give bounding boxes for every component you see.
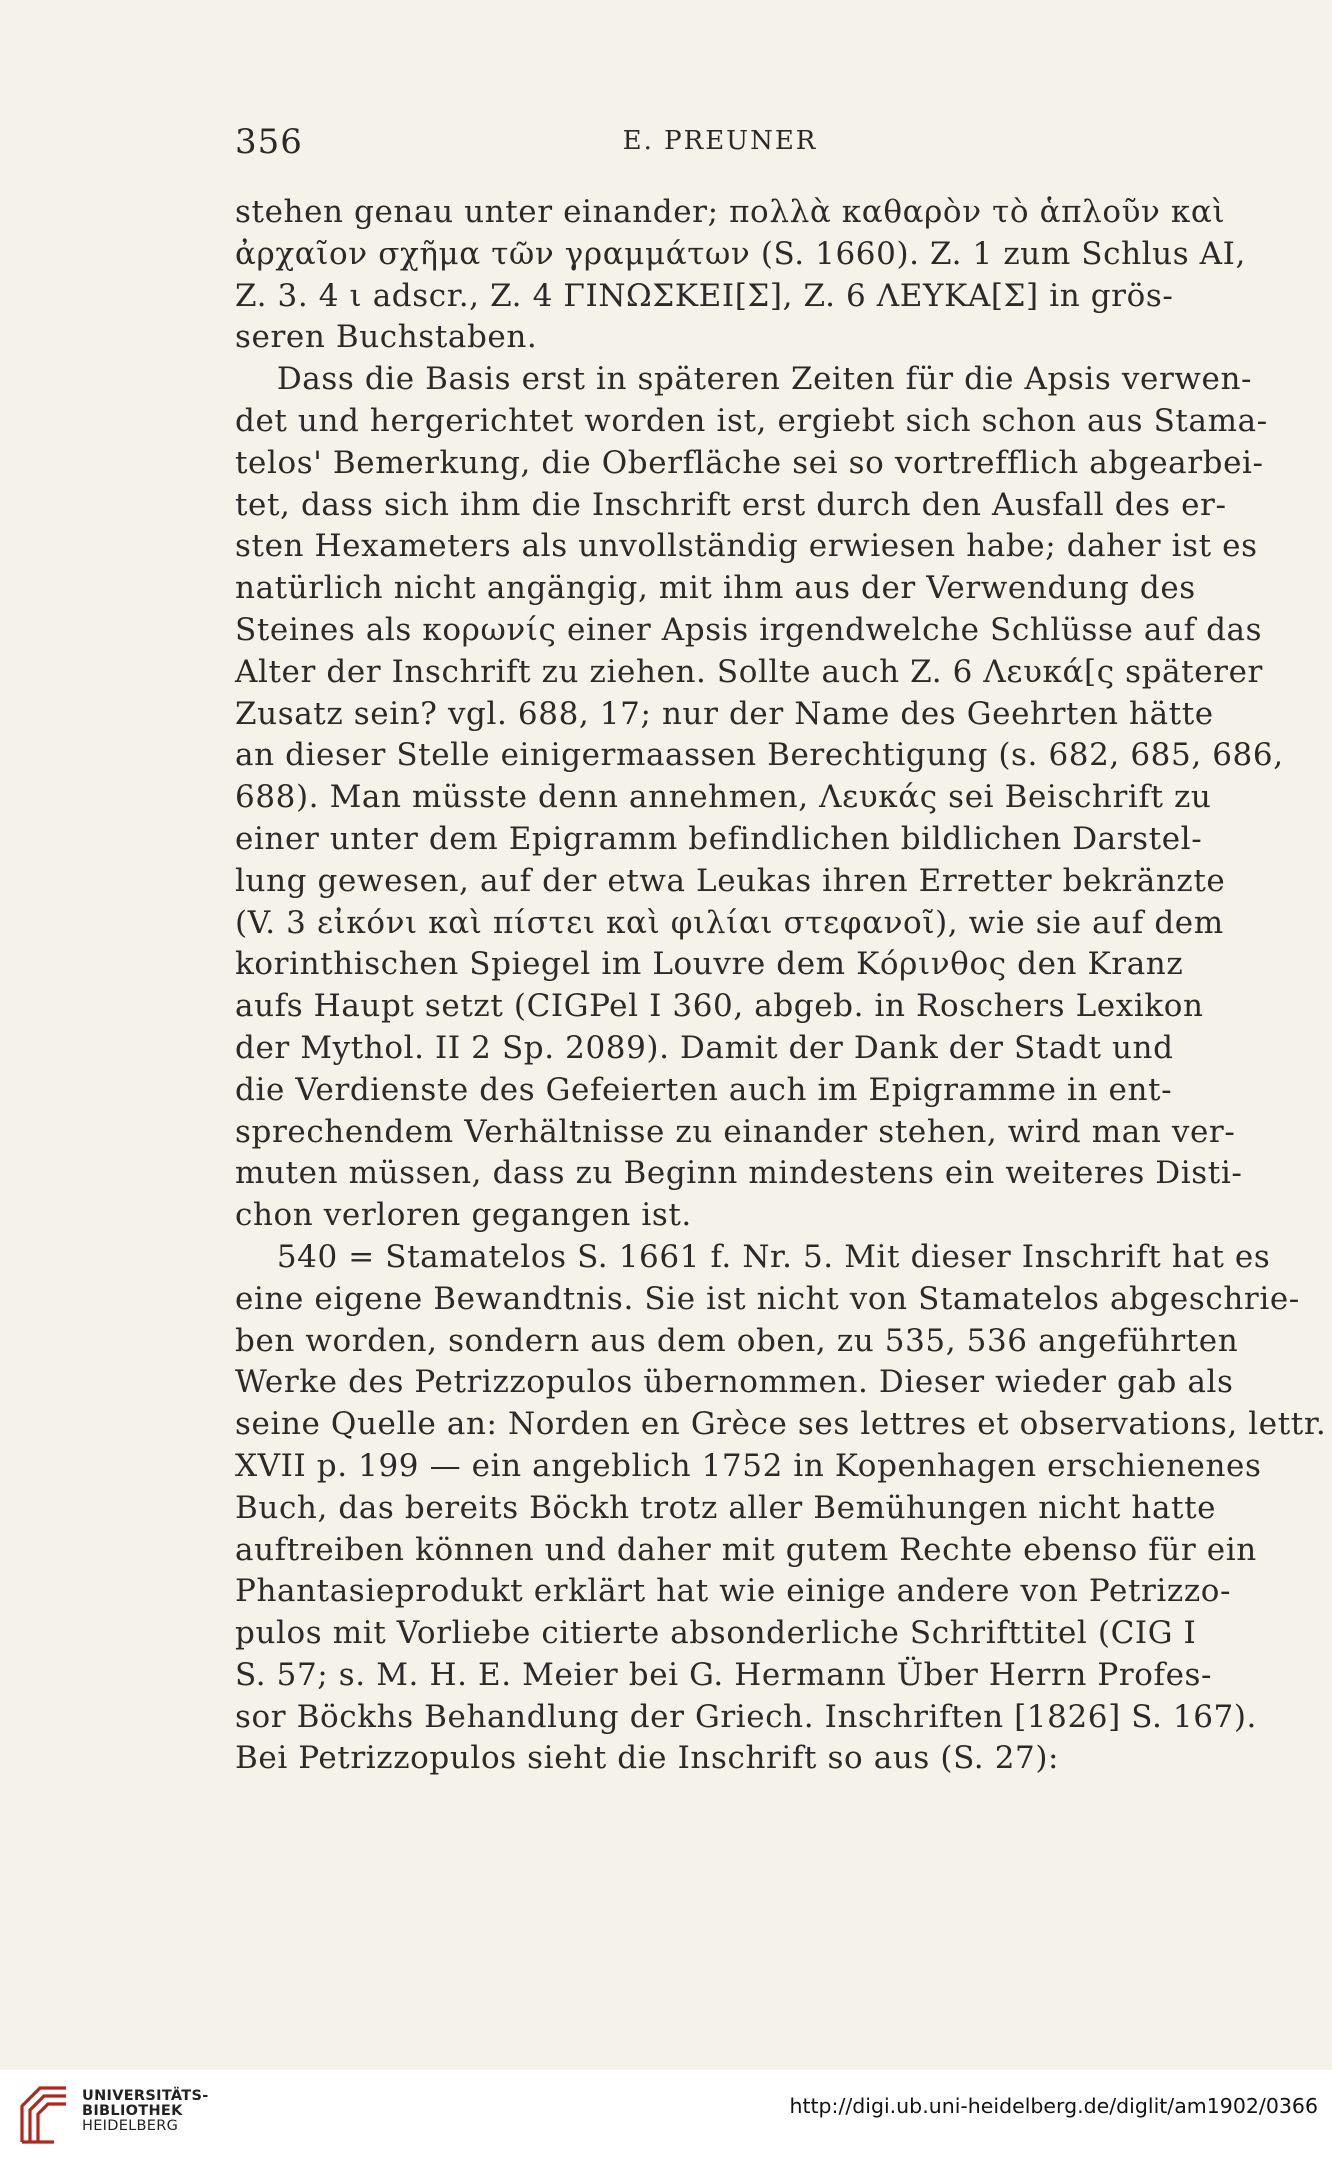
- text-line: ἀρχαῖον σχῆμα τῶν γραμμάτων (S. 1660). Z. 1 zum Schlus ΑΙ,: [235, 235, 1246, 272]
- text-line: Alter der Inschrift zu ziehen. Sollte auch Z. 6 Λευκά[ς späterer: [235, 653, 1263, 690]
- text-line: auftreiben können und daher mit gutem Rechte ebenso für ein: [235, 1531, 1257, 1568]
- text-line: det und hergerichtet worden ist, ergiebt sich schon aus Stama-: [235, 402, 1268, 439]
- text-line: S. 57; s. M. H. E. Meier bei G. Hermann Über Herrn Profes-: [235, 1656, 1213, 1693]
- text-line: ben worden, sondern aus dem oben, zu 535, 536 angeführten: [235, 1322, 1239, 1359]
- text-line: telos' Bemerkung, die Oberfläche sei so vortrefflich abgearbei-: [235, 444, 1264, 481]
- text-line: natürlich nicht angängig, mit ihm aus der Verwendung des: [235, 570, 1196, 607]
- text-line: der Mythol. II 2 Sp. 2089). Damit der Dank der Stadt und: [235, 1029, 1174, 1066]
- text-line: XVII p. 199 — ein angeblich 1752 in Kopenhagen erschienenes: [235, 1447, 1262, 1484]
- text-line: aufs Haupt setzt (CIGPel I 360, abgeb. in Roschers Lexikon: [235, 988, 1204, 1025]
- text-line: Zusatz sein? vgl. 688, 17; nur der Name des Geehrten hätte: [235, 695, 1214, 732]
- text-line: Steines als κορωνίς einer Apsis irgendwelche Schlüsse auf das: [235, 611, 1263, 648]
- text-line: muten müssen, dass zu Beginn mindestens ein weiteres Disti-: [235, 1155, 1243, 1192]
- running-head: E. PREUNER: [622, 126, 818, 156]
- text-line: Phantasieprodukt erklärt hat wie einige andere von Petrizzo-: [235, 1573, 1232, 1610]
- library-name-line: HEIDELBERG: [82, 2118, 179, 2134]
- text-line: stehen genau unter einander; πολλὰ καθαρὸν τὸ ἁπλοῦν καὶ: [235, 194, 1226, 230]
- text-line: seren Buchstaben.: [235, 319, 538, 356]
- library-logo-icon: [14, 2080, 74, 2146]
- text-line: sor Böckhs Behandlung der Griech. Inschriften [1826] S. 167).: [235, 1698, 1257, 1735]
- library-name: [82, 2089, 209, 2134]
- text-line: an dieser Stelle einigermaassen Berechtigung (s. 682, 685, 686,: [235, 737, 1284, 774]
- library-name-line: BIBLIOTHEK: [82, 2103, 183, 2119]
- text-line: Buch, das bereits Böckh trotz aller Bemühungen nicht hatte: [235, 1489, 1217, 1526]
- text-line: seine Quelle an: Norden en Grèce ses lettres et observations, lettr.: [235, 1406, 1327, 1443]
- text-line: die Verdienste des Gefeierten auch im Epigramme in ent-: [235, 1071, 1173, 1108]
- text-line: sten Hexameters als unvollständig erwiesen habe; daher ist es: [235, 528, 1258, 565]
- text-line: Dass die Basis erst in späteren Zeiten für die Apsis verwen-: [235, 361, 1253, 398]
- library-name-line: UNIVERSITÄTS-: [82, 2088, 209, 2104]
- page-number: 356: [235, 122, 303, 162]
- source-url-link[interactable]: http://digi.ub.uni-heidelberg.de/diglit/am1902/0366: [789, 2094, 1318, 2118]
- text-line: Werke des Petrizzopulos übernommen. Dieser wieder gab als: [235, 1364, 1234, 1401]
- text-line: einer unter dem Epigramm befindlichen bildlichen Darstel-: [235, 820, 1203, 857]
- text-line: Bei Petrizzopulos sieht die Inschrift so aus (S. 27):: [235, 1740, 1060, 1777]
- text-line: eine eigene Bewandtnis. Sie ist nicht von Stamatelos abgeschrie-: [235, 1280, 1300, 1317]
- text-line: sprechendem Verhältnisse zu einander stehen, wird man ver-: [235, 1113, 1236, 1150]
- text-line: 688). Man müsste denn annehmen, Λευκάς sei Beischrift zu: [235, 779, 1212, 816]
- body-text: [235, 192, 1327, 1780]
- text-line: Z. 3. 4 ι adscr., Z. 4 ΓΙΝΩΣΚΕΙ[Σ], Z. 6 ΛΕΥΚΑ[Σ] in grös-: [235, 277, 1174, 314]
- page-header: [235, 122, 1205, 162]
- text-line: pulos mit Vorliebe citierte absonderliche Schrifttitel (CIG I: [235, 1615, 1197, 1652]
- text-line: (V. 3 εἰκόνι καὶ πίστει καὶ φιλίαι στεφανοῖ), wie sie auf dem: [235, 904, 1224, 941]
- text-line: tet, dass sich ihm die Inschrift erst durch den Ausfall des er-: [235, 486, 1227, 523]
- text-line: lung gewesen, auf der etwa Leukas ihren Erretter bekränzte: [235, 862, 1226, 899]
- text-line: korinthischen Spiegel im Louvre dem Κόρινθος den Kranz: [235, 946, 1184, 983]
- text-line: 540 = Stamatelos S. 1661 f. Nr. 5. Mit dieser Inschrift hat es: [235, 1238, 1271, 1275]
- text-line: chon verloren gegangen ist.: [235, 1197, 692, 1234]
